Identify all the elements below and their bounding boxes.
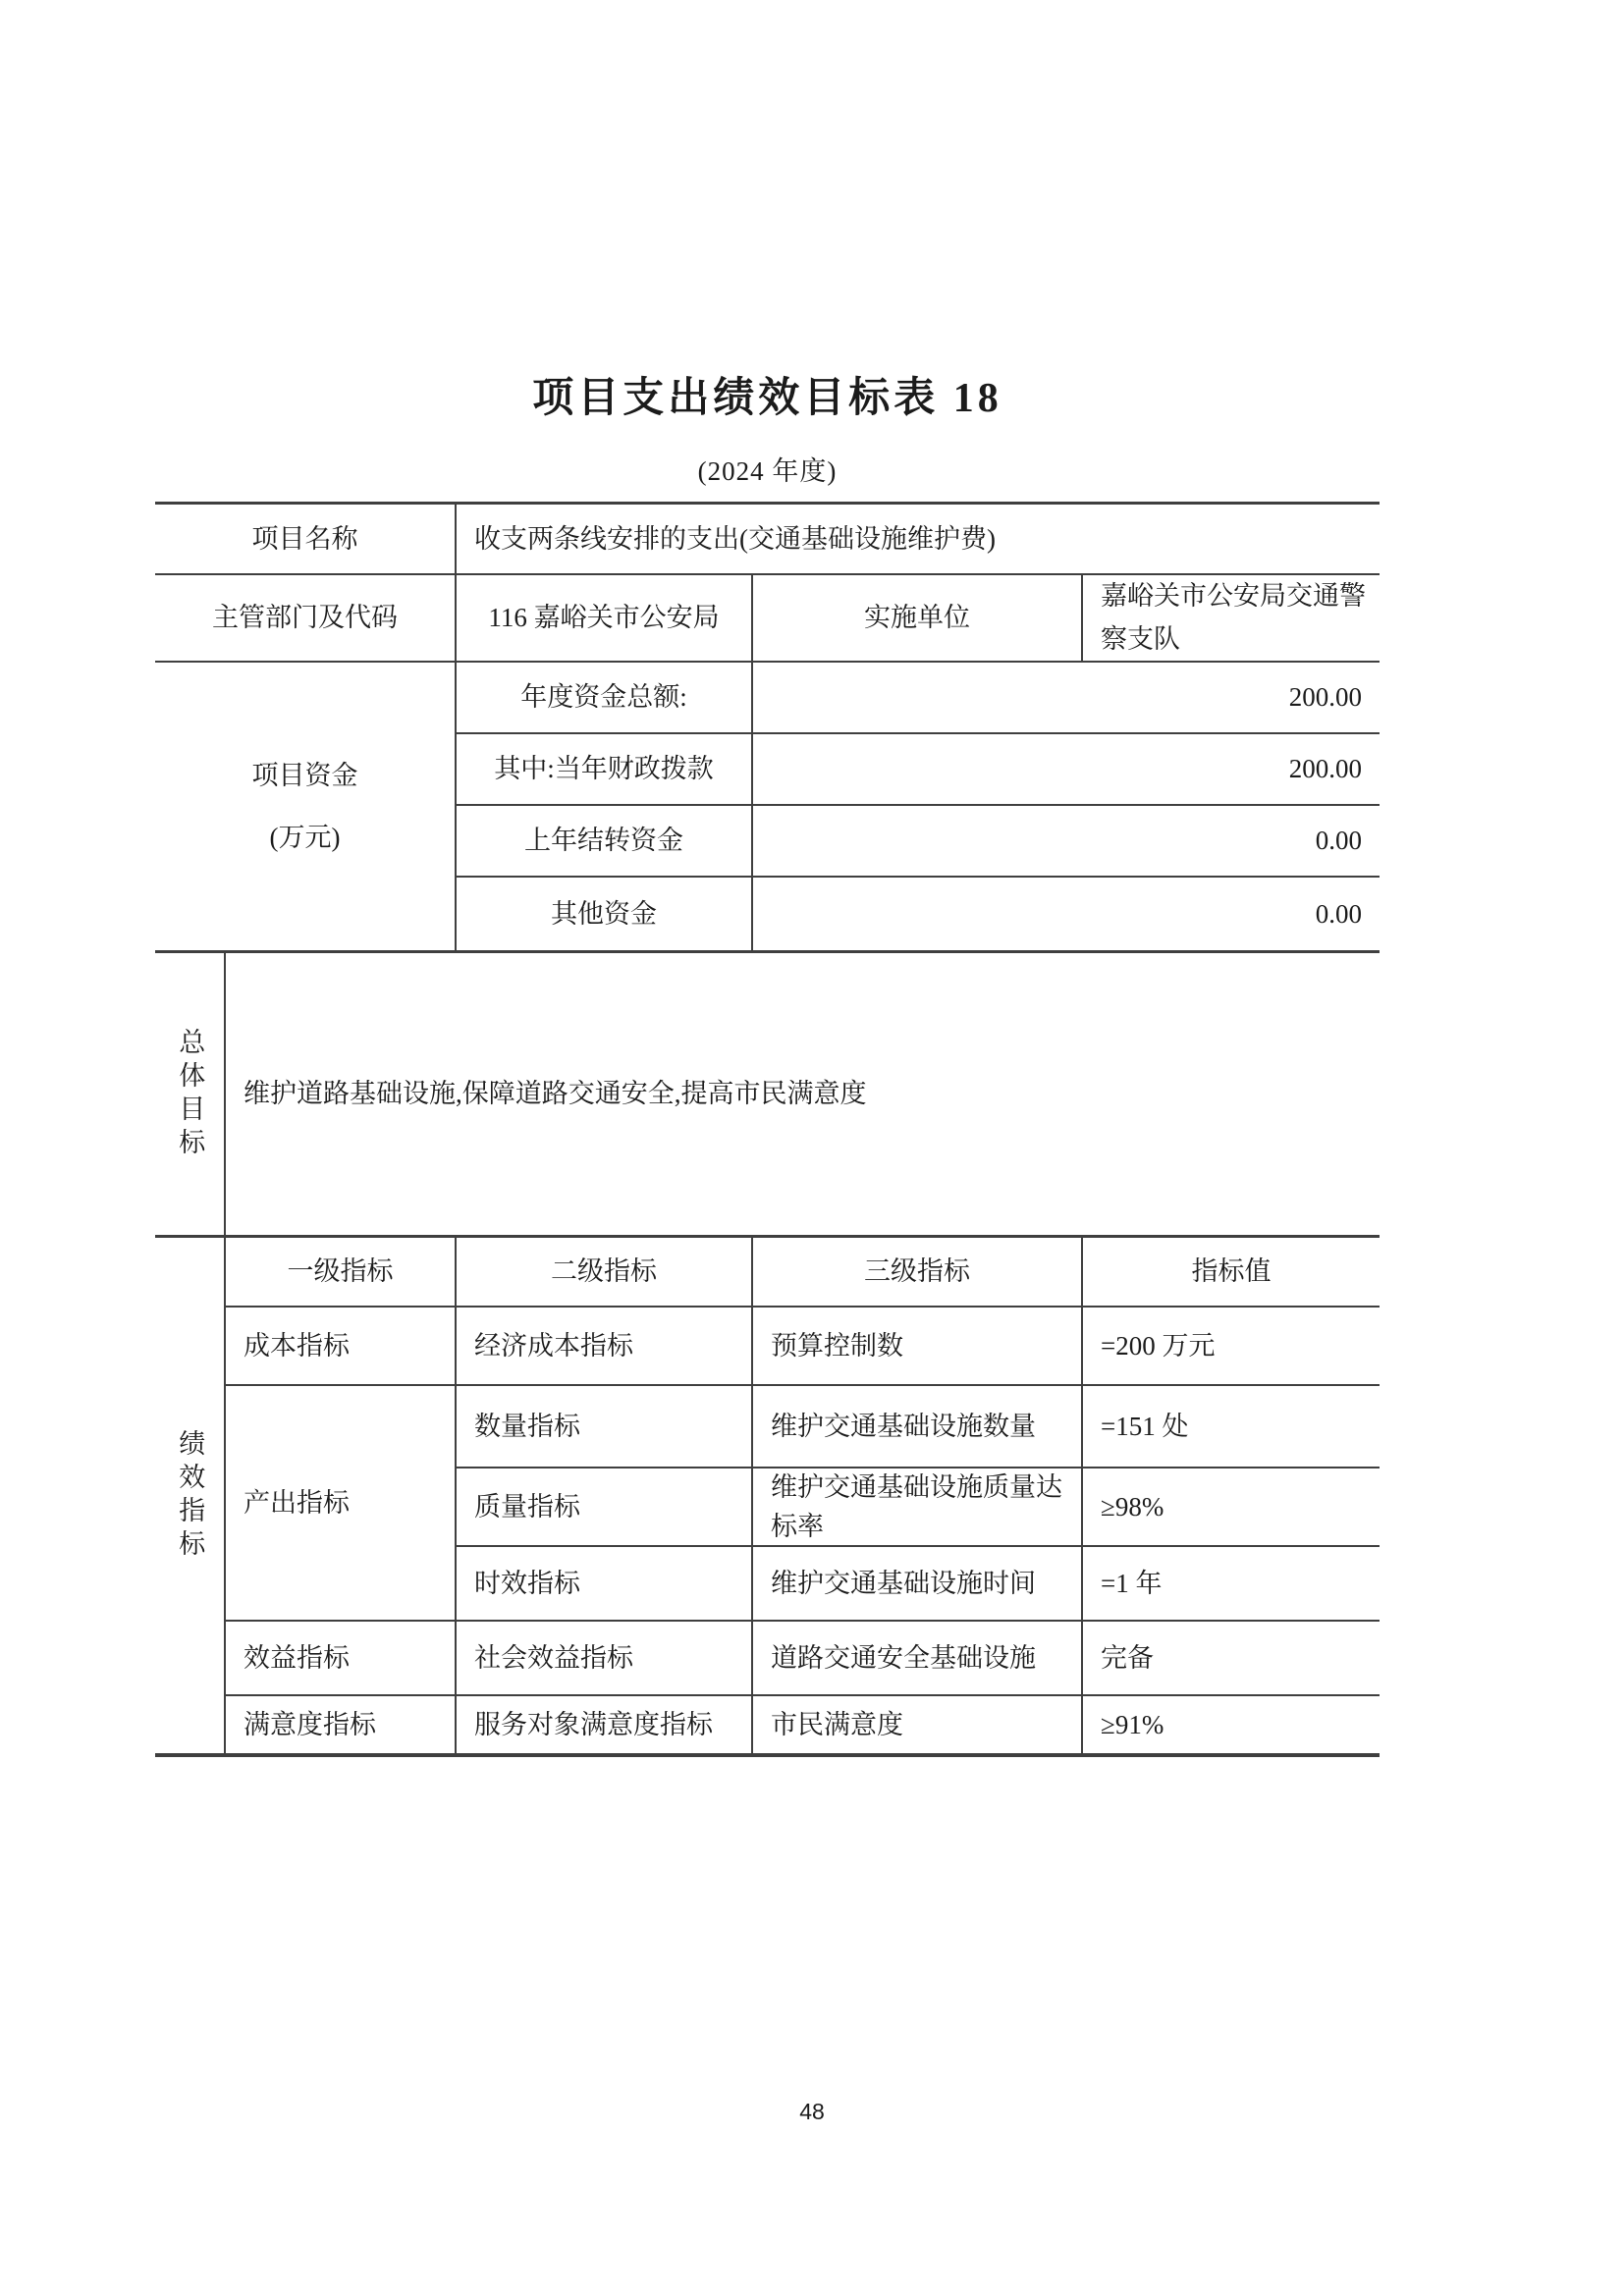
header-level1: 一级指标	[226, 1235, 457, 1306]
funds-label	[155, 661, 457, 950]
indicator-l3: 维护交通基础设施数量	[753, 1384, 1083, 1467]
fund-row-label: 年度资金总额:	[457, 661, 753, 732]
indicator-l3: 道路交通安全基础设施	[753, 1620, 1083, 1694]
indicator-l3: 市民满意度	[753, 1694, 1083, 1757]
impl-unit-value: 嘉峪关市公安局交通警察支队	[1083, 573, 1380, 661]
header-value: 指标值	[1083, 1235, 1380, 1306]
indicator-value: 完备	[1083, 1620, 1380, 1694]
overall-goal-label-text: 总体目标	[175, 1027, 205, 1161]
page-subtitle: (2024 年度)	[697, 456, 838, 486]
indicator-l2: 时效指标	[457, 1545, 753, 1620]
indicator-l3: 维护交通基础设施质量达标率	[753, 1467, 1083, 1545]
project-name-label: 项目名称	[155, 502, 457, 573]
overall-goal-label	[155, 950, 226, 1235]
dept-value: 116 嘉峪关市公安局	[457, 573, 753, 661]
fund-row-value: 0.00	[753, 804, 1380, 876]
funds-label-line2: (万元)	[269, 822, 341, 852]
project-name-value: 收支两条线安排的支出(交通基础设施维护费)	[457, 502, 1380, 573]
indicator-l2: 经济成本指标	[457, 1306, 753, 1384]
indicator-value: ≥91%	[1083, 1694, 1380, 1757]
indicator-l2: 服务对象满意度指标	[457, 1694, 753, 1757]
fund-row-value: 200.00	[753, 661, 1380, 732]
dept-label: 主管部门及代码	[155, 573, 457, 661]
indicator-l3: 预算控制数	[753, 1306, 1083, 1384]
indicator-l1: 满意度指标	[226, 1694, 457, 1757]
funds-label-line1: 项目资金	[251, 761, 358, 791]
overall-goal-text: 维护道路基础设施,保障道路交通安全,提高市民满意度	[226, 950, 1380, 1235]
fund-row-label: 上年结转资金	[457, 804, 753, 876]
page-number: 48	[799, 2099, 825, 2124]
fund-row-label: 其他资金	[457, 876, 753, 950]
fund-row-value: 0.00	[753, 876, 1380, 950]
header-level2: 二级指标	[457, 1235, 753, 1306]
indicator-value: ≥98%	[1083, 1467, 1380, 1545]
performance-target-table	[155, 502, 1380, 1757]
header-level3: 三级指标	[753, 1235, 1083, 1306]
fund-row-value: 200.00	[753, 732, 1380, 804]
indicator-l1: 产出指标	[226, 1384, 457, 1620]
indicator-l1: 效益指标	[226, 1620, 457, 1694]
impl-unit-label: 实施单位	[753, 573, 1083, 661]
indicator-l3: 维护交通基础设施时间	[753, 1545, 1083, 1620]
page-title: 项目支出绩效目标表 18	[532, 376, 1002, 421]
indicator-l2: 数量指标	[457, 1384, 753, 1467]
indicator-l2: 质量指标	[457, 1467, 753, 1545]
indicators-label	[155, 1235, 226, 1757]
fund-row-label: 其中:当年财政拨款	[457, 732, 753, 804]
indicator-l1: 成本指标	[226, 1306, 457, 1384]
indicator-value: =1 年	[1083, 1545, 1380, 1620]
indicator-l2: 社会效益指标	[457, 1620, 753, 1694]
indicators-label-text: 绩效指标	[175, 1428, 205, 1563]
indicator-value: =151 处	[1083, 1384, 1380, 1467]
indicator-value: =200 万元	[1083, 1306, 1380, 1384]
